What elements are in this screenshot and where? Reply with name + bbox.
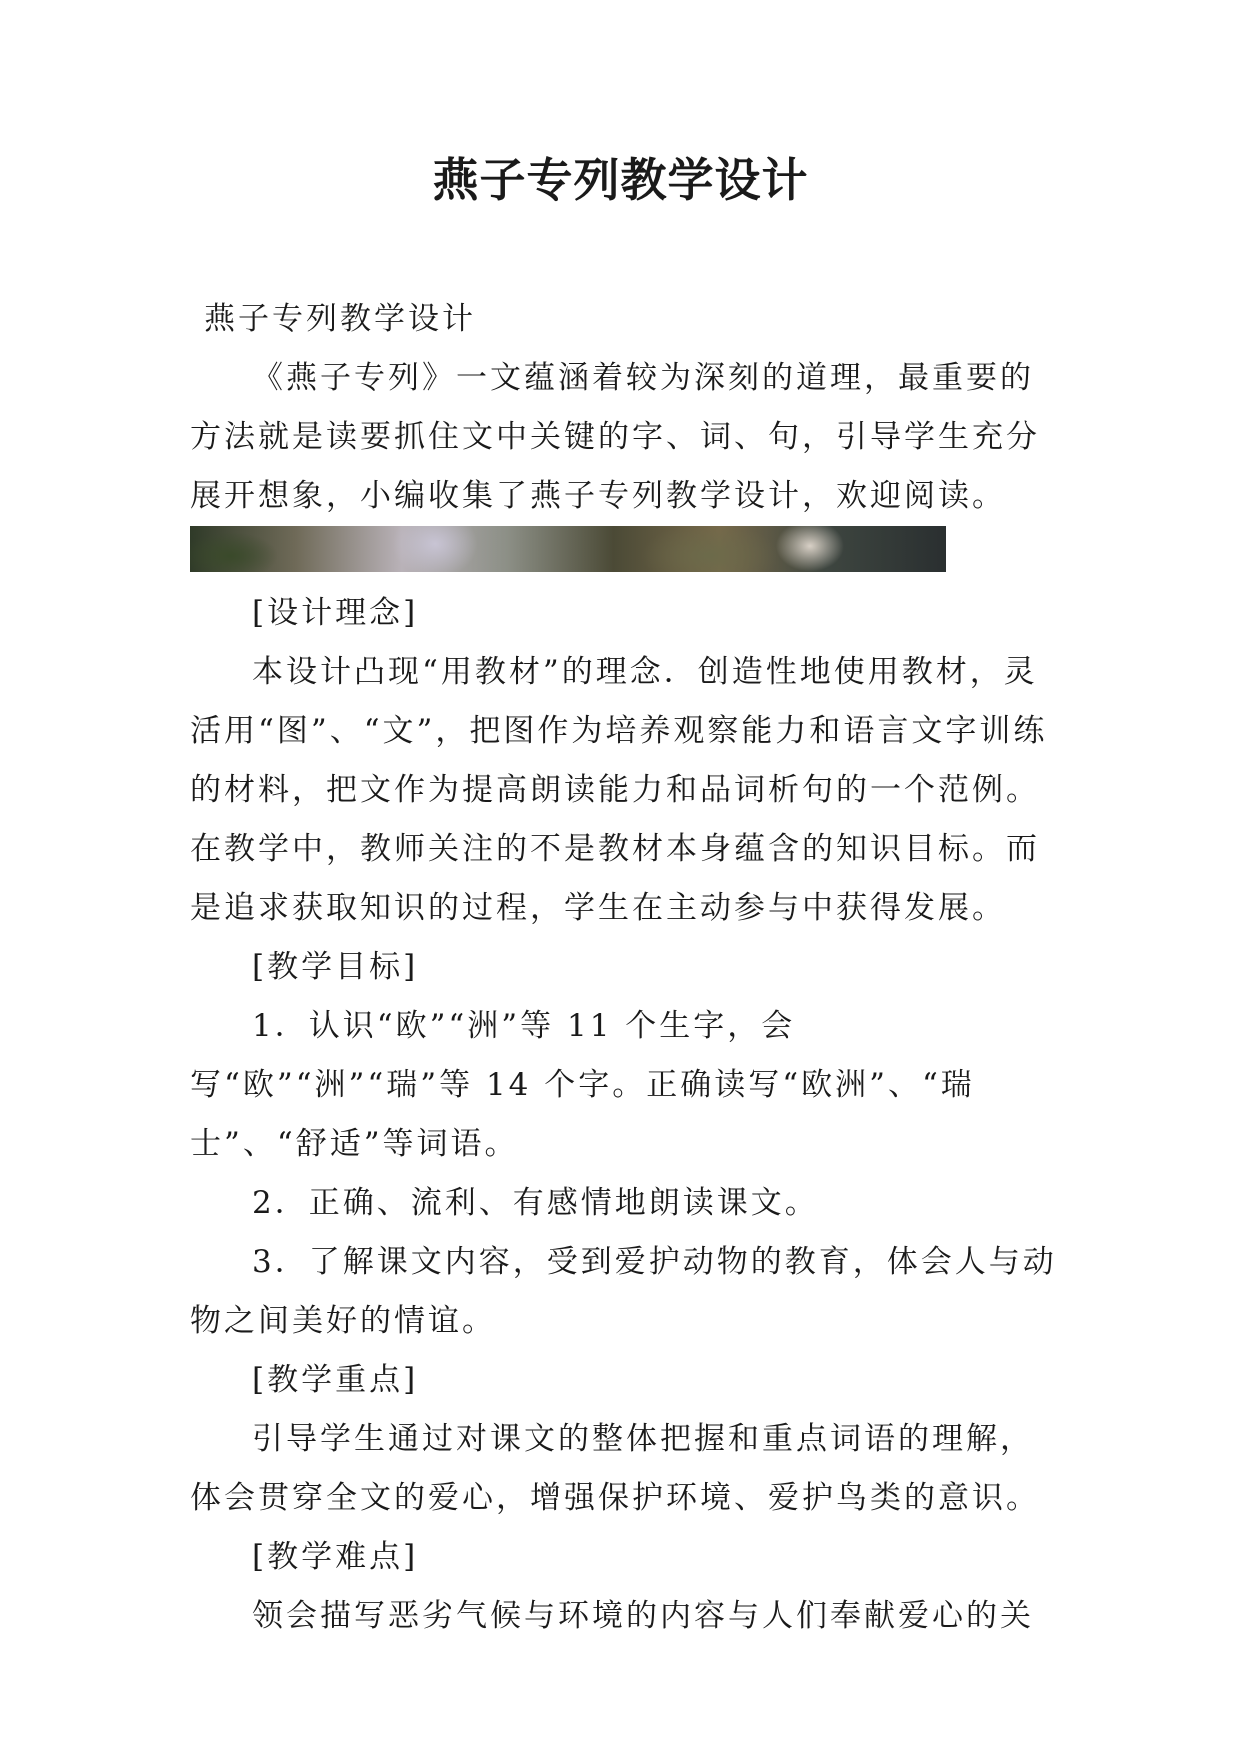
- intro-paragraph: 《燕子专列》一文蕴涵着较为深刻的道理，最重要的方法就是读要抓住文中关键的字、词、句，引导学生充分展开想象，小编收集了燕子专列教学设计，欢迎阅读。: [190, 360, 1040, 514]
- document-title: 燕子专列教学设计: [432, 153, 809, 207]
- goal-item-2: 2．正确、流利、有感情地朗读课文。: [252, 1185, 819, 1221]
- goal-item-3: 3．了解课文内容，受到爱护动物的教育，体会人与动物之间美好的情谊。: [190, 1244, 1057, 1339]
- classroom-photo: [190, 526, 946, 572]
- document-subtitle: 燕子专列教学设计: [204, 301, 476, 337]
- concept-paragraph: 本设计凸现“用教材”的理念．创造性地使用教材，灵活用“图”、“文”，把图作为培养观察能力和语言文字训练的材料，把文作为提高朗读能力和品词析句的一个范例。在教学中，教师关注的不是教材本身蕴含的知识目标。而是追求获取知识的过程，学生在主动参与中获得发展。: [190, 654, 1048, 926]
- difficulty-heading: [教学难点]: [252, 1539, 419, 1575]
- document-body: [190, 290, 1060, 1646]
- key-paragraph: 引导学生通过对课文的整体把握和重点词语的理解，体会贯穿全文的爱心，增强保护环境、爱护鸟类的意识。: [190, 1421, 1040, 1516]
- goals-heading: [教学目标]: [252, 949, 419, 985]
- goal-item-1: 1．认识“欧”“洲”等 11 个生字，会写“欧”“洲”“瑞”等 14 个字。正确读写“欧洲”、“瑞士”、“舒适”等词语。: [190, 1008, 975, 1162]
- key-heading: [教学重点]: [252, 1362, 419, 1398]
- concept-heading: [设计理念]: [252, 595, 419, 631]
- difficulty-paragraph: 领会描写恶劣气候与环境的内容与人们奉献爱心的关: [252, 1598, 1034, 1634]
